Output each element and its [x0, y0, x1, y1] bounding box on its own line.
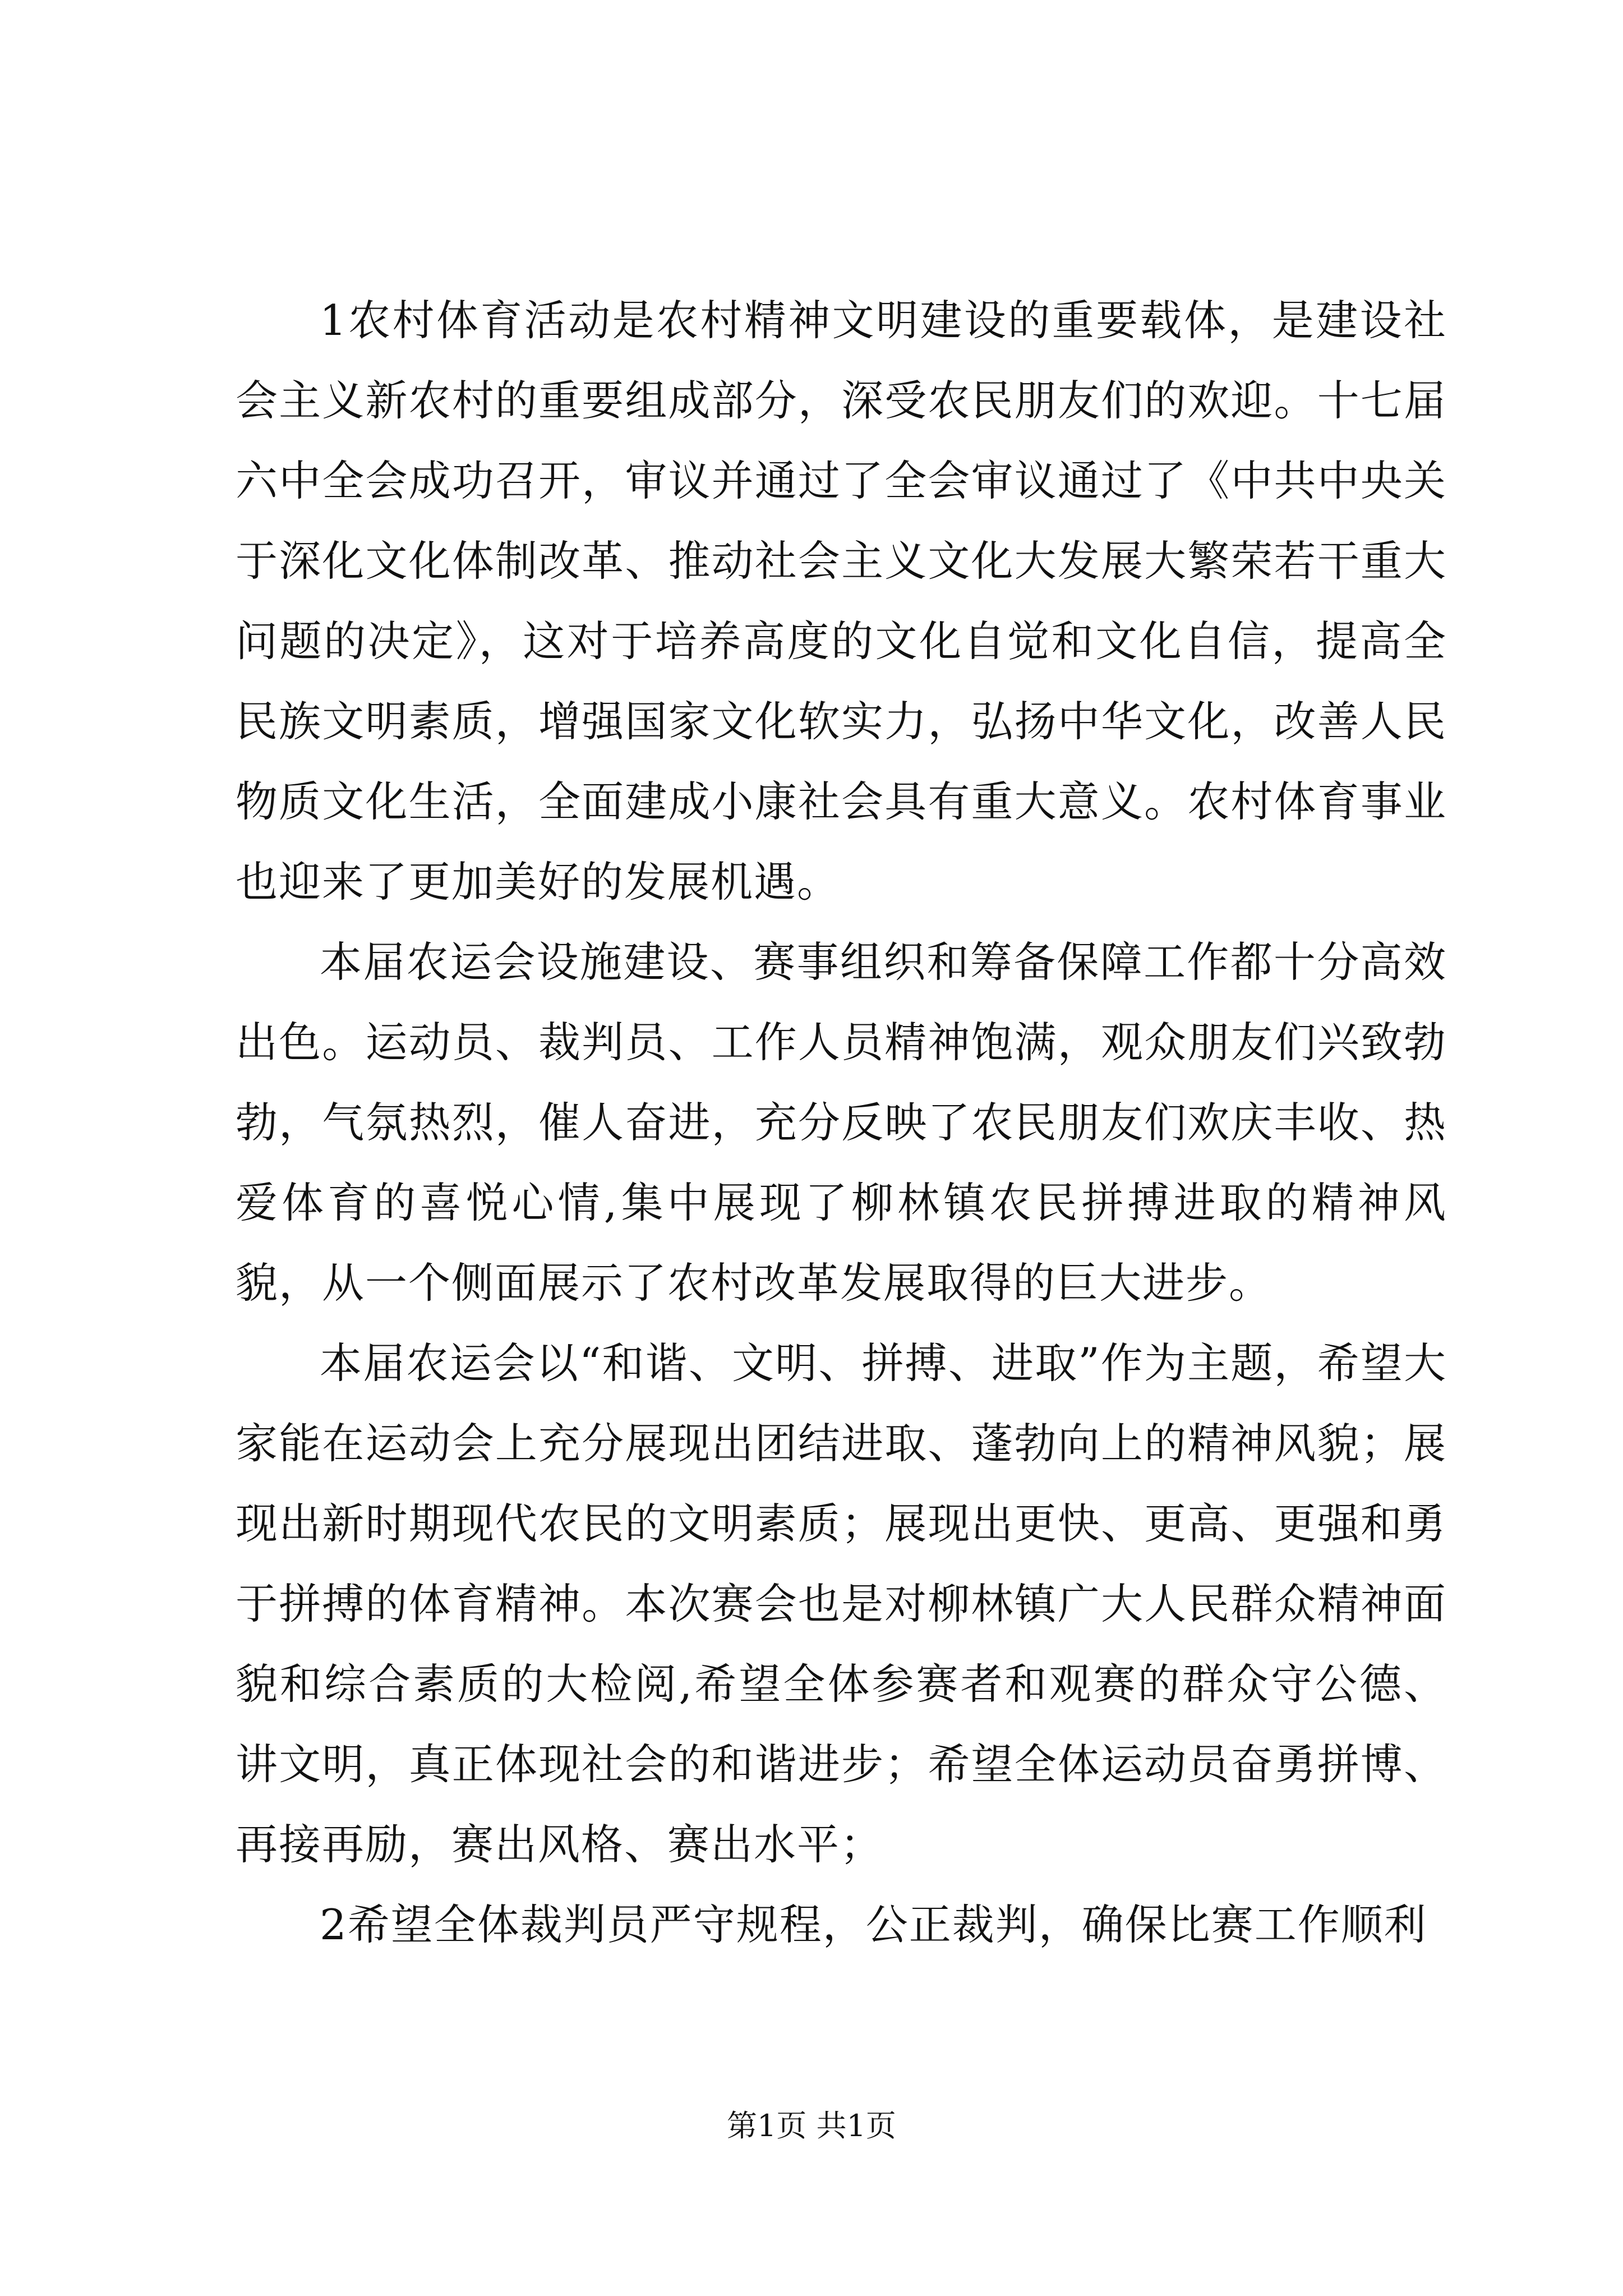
paragraph-1: 1农村体育活动是农村精神文明建设的重要载体，是建设社会主义新农村的重要组成部分，深受农民朋友们的欢迎。十七届六中全会成功召开，审议并通过了全会审议通过了《中共中央关于深化文化体制改革、推动社会主义文化大发展大繁荣若干重大问题的决定》，这对于培养高度的文化自觉和文化自信，提高全民族文明素质，增强国家文化软实力，弘扬中华文化，改善人民物质文化生活，全面建成小康社会具有重大意义。农村体育事业也迎来了更加美好的发展机遇。	[236, 296, 1447, 907]
document-body	[236, 280, 1447, 1965]
paragraph-3: 本届农运会以“和谐、文明、拼搏、进取”作为主题，希望大家能在运动会上充分展现出团结进取、蓬勃向上的精神风貌；展现出新时期现代农民的文明素质；展现出更快、更高、更强和勇于拼搏的体育精神。本次赛会也是对柳林镇广大人民群众精神面貌和综合素质的大检阅,希望全体参赛者和观赛的群众守公德、讲文明，真正体现社会的和谐进步；希望全体运动员奋勇拼博、再接再励，赛出风格、赛出水平；	[236, 1338, 1447, 1869]
paragraph-4: 2希望全体裁判员严守规程，公正裁判，确保比赛工作顺利	[320, 1900, 1427, 1949]
paragraph-2: 本届农运会设施建设、赛事组织和筹备保障工作都十分高效出色。运动员、裁判员、工作人员精神饱满，观众朋友们兴致勃勃，气氛热烈，催人奋进，充分反映了农民朋友们欢庆丰收、热爱体育的喜悦心情,集中展现了柳林镇农民拼搏进取的精神风貌，从一个侧面展示了农村改革发展取得的巨大进步。	[236, 937, 1447, 1308]
page-footer: 第1页 共1页	[727, 2108, 896, 2143]
